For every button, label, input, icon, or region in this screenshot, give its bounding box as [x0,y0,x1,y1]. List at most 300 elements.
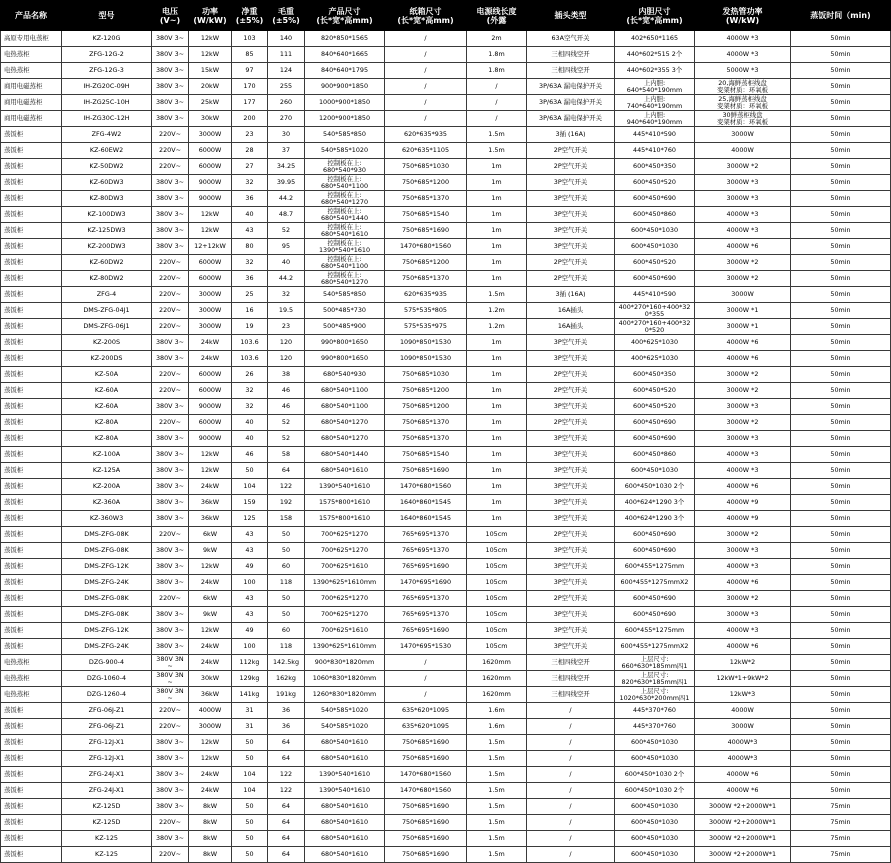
cell-power: 4000W [189,703,232,719]
cell-product-size: 540*585*850 [305,287,385,303]
cell-product-name: 商用电磁蒸柜 [1,95,62,111]
cell-carton-size: 765*695*1370 [385,543,467,559]
cell-heater-power: 3000W *2 [695,527,791,543]
cell-net-weight: 103 [232,31,268,47]
cell-product-size: 1390*625*1610mm [305,639,385,655]
cell-product-name: 蒸饭柜 [1,287,62,303]
cell-plug-type: 3P空气开关 [527,479,615,495]
cell-power: 12kW [189,31,232,47]
cell-cord-length: / [467,95,527,111]
cell-liner-size: 600*450*350 [615,367,695,383]
cell-net-weight: 32 [232,255,268,271]
cell-gross-weight: 46 [268,399,305,415]
cell-plug-type: / [527,735,615,751]
cell-plug-type: 3P空气开关 [527,223,615,239]
cell-model: ZFG-06J-Z1 [62,719,152,735]
cell-product-name: 蒸饭柜 [1,399,62,415]
cell-power: 30kW [189,111,232,127]
cell-voltage: 380V 3~ [152,239,189,255]
cell-liner-size: 440*602*515 2个 [615,47,695,63]
cell-plug-type: / [527,799,615,815]
cell-net-weight: 50 [232,463,268,479]
cell-plug-type: 三相四线空开 [527,655,615,671]
cell-product-size: 1575*800*1610 [305,511,385,527]
table-row [1,31,891,47]
cell-voltage: 220V~ [152,527,189,543]
cell-product-size: 540*585*1020 [305,143,385,159]
cell-liner-size: 600*450*860 [615,207,695,223]
cell-product-name: 蒸饭柜 [1,335,62,351]
cell-heater-power: 3000W *2+2000W*1 [695,815,791,831]
cell-steam-time: 50min [791,447,891,463]
table-row [1,495,891,511]
cell-carton-size: 1090*850*1530 [385,351,467,367]
cell-model: KZ-50DW2 [62,159,152,175]
cell-cord-length: 1.5m [467,127,527,143]
cell-product-name: 蒸饭柜 [1,783,62,799]
cell-voltage: 380V 3~ [152,431,189,447]
cell-heater-power: 3000W *2+2000W*1 [695,799,791,815]
cell-cord-length: 1m [467,511,527,527]
cell-carton-size: 750*685*1540 [385,447,467,463]
cell-gross-weight: 142.5kg [268,655,305,671]
cell-cord-length: 1m [467,431,527,447]
cell-voltage: 380V 3~ [152,799,189,815]
cell-cord-length: 1.2m [467,319,527,335]
cell-liner-size: 600*450*1030 [615,239,695,255]
cell-plug-type: 3P空气开关 [527,559,615,575]
cell-net-weight: 40 [232,415,268,431]
cell-plug-type: 3P空气开关 [527,399,615,415]
cell-cord-length: 1m [467,175,527,191]
cell-heater-power: 20,海鲜蒸柜线盘 变架材质：环氧板 [695,79,791,95]
cell-cord-length: / [467,79,527,95]
cell-voltage: 220V~ [152,847,189,863]
cell-carton-size: 750*685*1690 [385,223,467,239]
cell-voltage: 380V 3~ [152,559,189,575]
cell-product-size: 680*540*1100 [305,399,385,415]
cell-product-size: 680*540*1610 [305,463,385,479]
cell-gross-weight: 64 [268,751,305,767]
cell-model: ZFG-06J-Z1 [62,703,152,719]
cell-heater-power: 4000W *6 [695,639,791,655]
cell-gross-weight: 50 [268,527,305,543]
table-row [1,207,891,223]
table-row [1,415,891,431]
table-row [1,591,891,607]
table-row [1,815,891,831]
cell-steam-time: 50min [791,383,891,399]
cell-steam-time: 50min [791,607,891,623]
cell-plug-type: 2P空气开关 [527,367,615,383]
cell-liner-size: 400*624*1290 3个 [615,495,695,511]
cell-cord-length: 1.8m [467,47,527,63]
cell-carton-size: 1470*680*1560 [385,767,467,783]
cell-gross-weight: 44.2 [268,191,305,207]
cell-power: 6000W [189,367,232,383]
table-row [1,463,891,479]
table-row [1,655,891,671]
cell-cord-length: 1.5m [467,799,527,815]
cell-heater-power: 3000W *2+2000W*1 [695,847,791,863]
table-row [1,383,891,399]
cell-product-name: 蒸饭柜 [1,383,62,399]
cell-plug-type: 2P空气开关 [527,383,615,399]
cell-gross-weight: 122 [268,479,305,495]
cell-heater-power: 4000W [695,143,791,159]
cell-power: 24kW [189,767,232,783]
cell-cord-length: 105cm [467,639,527,655]
cell-power: 24kW [189,351,232,367]
cell-gross-weight: 52 [268,223,305,239]
cell-heater-power: 4000W *6 [695,335,791,351]
cell-heater-power: 3000W *1 [695,303,791,319]
cell-gross-weight: 120 [268,351,305,367]
cell-voltage: 380V 3~ [152,575,189,591]
cell-model: KZ-80DW3 [62,191,152,207]
cell-product-size: 1060*830*1820mm [305,671,385,687]
cell-power: 12kW [189,559,232,575]
cell-steam-time: 50min [791,111,891,127]
cell-product-size: 680*540*1610 [305,847,385,863]
cell-model: ZFG-4W2 [62,127,152,143]
cell-product-name: 蒸饭柜 [1,607,62,623]
cell-heater-power: 4000W *6 [695,575,791,591]
cell-heater-power: 3000W *3 [695,607,791,623]
cell-heater-power: 3000W *1 [695,319,791,335]
cell-steam-time: 75min [791,831,891,847]
cell-model: KZ-60DW2 [62,255,152,271]
cell-gross-weight: 60 [268,623,305,639]
cell-net-weight: 129kg [232,671,268,687]
cell-model: KZ-360A [62,495,152,511]
cell-gross-weight: 122 [268,767,305,783]
cell-net-weight: 25 [232,287,268,303]
cell-plug-type: 3P空气开关 [527,543,615,559]
cell-liner-size: 600*450*350 [615,159,695,175]
cell-gross-weight: 58 [268,447,305,463]
cell-product-size: 控制板在上: 680*540*1270 [305,191,385,207]
table-row [1,335,891,351]
cell-product-name: 蒸饭柜 [1,591,62,607]
cell-net-weight: 19 [232,319,268,335]
cell-product-size: 900*830*1820mm [305,655,385,671]
cell-liner-size: 上内胆: 640*540*190mm [615,79,695,95]
cell-heater-power: 4000W *3 [695,47,791,63]
cell-liner-size: 上层尺寸: 1020*630*200mm四1 [615,687,695,703]
cell-steam-time: 50min [791,207,891,223]
cell-steam-time: 75min [791,799,891,815]
cell-carton-size: 750*685*1030 [385,367,467,383]
cell-steam-time: 50min [791,143,891,159]
cell-power: 6000W [189,255,232,271]
cell-net-weight: 97 [232,63,268,79]
cell-cord-length: 105cm [467,591,527,607]
cell-carton-size: / [385,95,467,111]
cell-gross-weight: 36 [268,703,305,719]
cell-net-weight: 36 [232,191,268,207]
cell-power: 6kW [189,527,232,543]
cell-power: 20kW [189,79,232,95]
cell-product-size: 500*485*730 [305,303,385,319]
cell-liner-size: 600*450*520 [615,255,695,271]
cell-net-weight: 104 [232,479,268,495]
cell-product-name: 电热蒸柜 [1,671,62,687]
cell-liner-size: 400*625*1030 [615,335,695,351]
cell-product-name: 蒸饭柜 [1,799,62,815]
table-row [1,575,891,591]
cell-voltage: 380V 3~ [152,79,189,95]
cell-heater-power: 4000W *3 [695,223,791,239]
cell-plug-type: 16A插头 [527,303,615,319]
cell-steam-time: 50min [791,415,891,431]
cell-model: KZ-100A [62,447,152,463]
cell-carton-size: 765*695*1370 [385,527,467,543]
cell-liner-size: 600*450*1030 2个 [615,767,695,783]
cell-plug-type: 3P空气开关 [527,335,615,351]
cell-heater-power: 4000W *3 [695,447,791,463]
cell-voltage: 220V~ [152,303,189,319]
cell-carton-size: 1470*680*1560 [385,239,467,255]
cell-voltage: 380V 3~ [152,207,189,223]
cell-gross-weight: 64 [268,815,305,831]
cell-carton-size: 575*535*805 [385,303,467,319]
cell-model: KZ-80A [62,415,152,431]
cell-voltage: 220V~ [152,143,189,159]
cell-plug-type: 3P空气开关 [527,575,615,591]
cell-heater-power: 4000W *6 [695,479,791,495]
cell-gross-weight: 64 [268,847,305,863]
cell-cord-length: 1m [467,191,527,207]
cell-power: 6000W [189,383,232,399]
cell-liner-size: 600*450*1030 [615,735,695,751]
cell-carton-size: 750*685*1370 [385,271,467,287]
cell-plug-type: 2P空气开关 [527,415,615,431]
table-row [1,783,891,799]
cell-power: 9000W [189,191,232,207]
cell-plug-type: 16A插头 [527,319,615,335]
cell-steam-time: 50min [791,767,891,783]
cell-net-weight: 85 [232,47,268,63]
cell-steam-time: 50min [791,399,891,415]
cell-product-name: 蒸饭柜 [1,447,62,463]
cell-voltage: 380V 3~ [152,31,189,47]
cell-gross-weight: 39.95 [268,175,305,191]
cell-steam-time: 50min [791,591,891,607]
cell-voltage: 380V 3~ [152,111,189,127]
cell-gross-weight: 158 [268,511,305,527]
table-row [1,127,891,143]
cell-product-size: 680*540*1440 [305,447,385,463]
header-net-weight: 净重 (±5%) [232,1,268,31]
cell-cord-length: 1m [467,223,527,239]
cell-plug-type: 三相四线空开 [527,47,615,63]
table-row [1,735,891,751]
cell-power: 9kW [189,607,232,623]
cell-voltage: 380V 3~ [152,351,189,367]
cell-power: 12kW [189,623,232,639]
table-row [1,111,891,127]
cell-product-name: 蒸饭柜 [1,191,62,207]
cell-product-name: 蒸饭柜 [1,367,62,383]
cell-liner-size: 402*650*1165 [615,31,695,47]
cell-cord-length: 1.6m [467,719,527,735]
table-row [1,719,891,735]
cell-carton-size: 750*685*1370 [385,431,467,447]
cell-product-name: 蒸饭柜 [1,767,62,783]
cell-product-size: 840*640*1665 [305,47,385,63]
cell-product-name: 蒸饭柜 [1,319,62,335]
table-row [1,751,891,767]
cell-plug-type: 63A空气开关 [527,31,615,47]
cell-net-weight: 170 [232,79,268,95]
cell-product-name: 蒸饭柜 [1,159,62,175]
cell-gross-weight: 48.7 [268,207,305,223]
cell-power: 25kW [189,95,232,111]
cell-power: 36kW [189,687,232,703]
table-row [1,799,891,815]
cell-product-name: 电热蒸柜 [1,63,62,79]
cell-model: KZ-60A [62,399,152,415]
cell-power: 36kW [189,495,232,511]
cell-gross-weight: 32 [268,287,305,303]
cell-carton-size: 750*685*1200 [385,175,467,191]
cell-liner-size: 600*450*1030 [615,831,695,847]
cell-liner-size: 600*450*690 [615,543,695,559]
cell-plug-type: / [527,703,615,719]
cell-power: 12kW [189,751,232,767]
cell-heater-power: 3000W *3 [695,191,791,207]
cell-voltage: 380V 3~ [152,479,189,495]
cell-heater-power: 12kW*2 [695,655,791,671]
header-row [1,1,891,31]
cell-cord-length: 1m [467,495,527,511]
cell-voltage: 220V~ [152,703,189,719]
cell-model: ZFG-12J-X1 [62,751,152,767]
cell-liner-size: 600*450*1030 2个 [615,479,695,495]
cell-carton-size: 1640*860*1545 [385,511,467,527]
cell-power: 8kW [189,831,232,847]
cell-product-name: 蒸饭柜 [1,847,62,863]
cell-product-size: 540*585*850 [305,127,385,143]
cell-net-weight: 31 [232,703,268,719]
cell-model: DMS-ZFG-04J1 [62,303,152,319]
cell-product-name: 高原专用电蒸柜 [1,31,62,47]
cell-product-size: 1390*625*1610mm [305,575,385,591]
cell-power: 9000W [189,399,232,415]
cell-steam-time: 50min [791,223,891,239]
cell-model: ZFG-24J-X1 [62,783,152,799]
cell-carton-size: 750*685*1200 [385,383,467,399]
cell-product-size: 680*540*1610 [305,831,385,847]
table-row [1,143,891,159]
cell-voltage: 380V 3~ [152,63,189,79]
cell-voltage: 380V 3~ [152,783,189,799]
cell-heater-power: 4000W *3 [695,207,791,223]
cell-steam-time: 50min [791,63,891,79]
cell-cord-length: 1m [467,351,527,367]
cell-cord-length: 1m [467,207,527,223]
cell-carton-size: 1640*860*1545 [385,495,467,511]
cell-model: DMS-ZFG-08K [62,591,152,607]
cell-model: IH-ZG25C-10H [62,95,152,111]
cell-product-name: 蒸饭柜 [1,719,62,735]
table-row [1,831,891,847]
cell-heater-power: 4000W *3 [695,559,791,575]
cell-power: 12kW [189,223,232,239]
cell-product-name: 蒸饭柜 [1,479,62,495]
cell-gross-weight: 140 [268,31,305,47]
cell-plug-type: 3P/63A 漏电保护开关 [527,95,615,111]
cell-liner-size: 440*602*355 3个 [615,63,695,79]
cell-voltage: 380V 3~ [152,447,189,463]
cell-gross-weight: 34.25 [268,159,305,175]
cell-plug-type: 3P空气开关 [527,175,615,191]
cell-cord-length: 1m [467,447,527,463]
cell-voltage: 380V 3~ [152,175,189,191]
table-row [1,175,891,191]
cell-plug-type: 2P空气开关 [527,159,615,175]
cell-heater-power: 4000W *3 [695,31,791,47]
cell-carton-size: 750*685*1200 [385,399,467,415]
cell-voltage: 380V 3~ [152,751,189,767]
cell-model: DMS-ZFG-12K [62,559,152,575]
cell-heater-power: 4000W *6 [695,783,791,799]
cell-power: 24kW [189,575,232,591]
cell-product-name: 商用电磁蒸柜 [1,111,62,127]
cell-steam-time: 50min [791,239,891,255]
cell-steam-time: 50min [791,783,891,799]
cell-liner-size: 600*450*1030 [615,815,695,831]
cell-net-weight: 31 [232,719,268,735]
cell-net-weight: 32 [232,383,268,399]
cell-liner-size: 445*410*760 [615,143,695,159]
cell-plug-type: / [527,783,615,799]
cell-net-weight: 103.6 [232,351,268,367]
table-row [1,319,891,335]
cell-carton-size: 1470*680*1560 [385,479,467,495]
cell-product-size: 820*850*1565 [305,31,385,47]
cell-cord-length: 1m [467,159,527,175]
cell-power: 8kW [189,799,232,815]
cell-net-weight: 200 [232,111,268,127]
cell-plug-type: 3P空气开关 [527,447,615,463]
cell-voltage: 380V 3~ [152,95,189,111]
cell-power: 12kW [189,463,232,479]
cell-cord-length: 1m [467,239,527,255]
cell-voltage: 220V~ [152,319,189,335]
cell-net-weight: 159 [232,495,268,511]
cell-net-weight: 26 [232,367,268,383]
cell-voltage: 380V 3~ [152,495,189,511]
cell-gross-weight: 191kg [268,687,305,703]
cell-cord-length: 1.5m [467,815,527,831]
cell-steam-time: 50min [791,543,891,559]
cell-voltage: 220V~ [152,383,189,399]
cell-cord-length: 1m [467,479,527,495]
cell-carton-size: 750*685*1690 [385,799,467,815]
cell-plug-type: 3P空气开关 [527,191,615,207]
cell-model: ZFG-12G-3 [62,63,152,79]
table-row [1,703,891,719]
cell-gross-weight: 162kg [268,671,305,687]
cell-liner-size: 600*450*1030 [615,847,695,863]
cell-heater-power: 3000W *2 [695,415,791,431]
cell-voltage: 380V 3~ [152,767,189,783]
cell-liner-size: 400*270*160+400*32 0*520 [615,319,695,335]
header-gross-weight: 毛重 (±5%) [268,1,305,31]
cell-cord-length: 1m [467,463,527,479]
